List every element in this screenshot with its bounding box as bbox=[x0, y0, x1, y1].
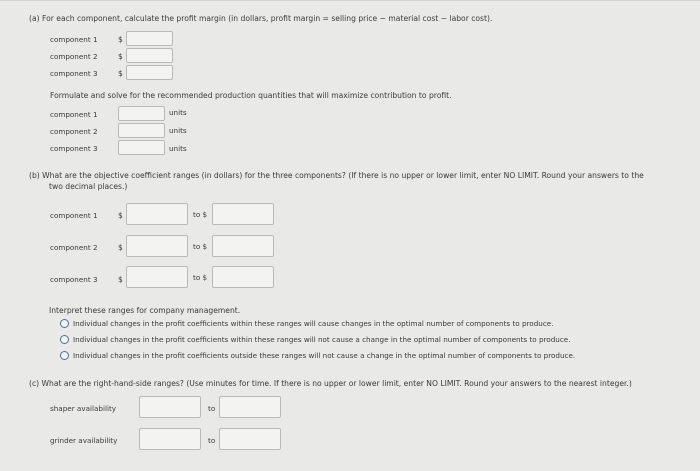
margin-label-2: component 2 bbox=[50, 52, 98, 61]
range-to-3: to $ bbox=[193, 273, 208, 282]
range-upper-input-3[interactable] bbox=[212, 266, 274, 288]
range-lower-input-1[interactable] bbox=[126, 203, 188, 225]
margin-currency-3: $ bbox=[118, 69, 123, 78]
interpret-option-2-label[interactable]: Individual changes in the profit coefficients within these ranges will not cause a change in the optimal number of components to produce. bbox=[73, 335, 571, 344]
margin-currency-2: $ bbox=[118, 52, 123, 61]
qty-label-2: component 2 bbox=[50, 127, 98, 136]
range-to-2: to $ bbox=[193, 242, 208, 251]
margin-currency-1: $ bbox=[118, 35, 123, 44]
rhs-to-grinder: to bbox=[208, 436, 216, 445]
qty-unit-1: units bbox=[169, 108, 187, 117]
margin-input-3[interactable] bbox=[126, 65, 173, 80]
part-a-prompt: (a) For each component, calculate the profit margin (in dollars, profit margin = selling price − material cost − labor cost). bbox=[29, 14, 493, 23]
interpret-option-1-label[interactable]: Individual changes in the profit coefficients within these ranges will cause changes in the optimal number of components to produce. bbox=[73, 319, 554, 328]
part-b-prompt-line1: (b) What are the objective coefficient ranges (in dollars) for the three components? (If there is no upper or lower limit, enter NO LIMIT. Round your answers to the bbox=[29, 171, 644, 180]
range-upper-input-1[interactable] bbox=[212, 203, 274, 225]
range-to-1: to $ bbox=[193, 210, 208, 219]
part-c-prompt: (c) What are the right-hand-side ranges? (Use minutes for time. If there is no upper or lower limit, enter NO LIMIT. Round your answers to the nearest integer.) bbox=[29, 379, 632, 388]
range-label-3: component 3 bbox=[50, 275, 98, 284]
rhs-to-shaper: to bbox=[208, 404, 216, 413]
grinder-lower-input[interactable] bbox=[139, 428, 201, 450]
formulate-prompt: Formulate and solve for the recommended production quantities that will maximize contribution to profit. bbox=[50, 91, 452, 100]
interpret-prompt: Interpret these ranges for company management. bbox=[49, 306, 241, 315]
grinder-upper-input[interactable] bbox=[219, 428, 281, 450]
qty-label-1: component 1 bbox=[50, 110, 98, 119]
qty-unit-2: units bbox=[169, 126, 187, 135]
shaper-upper-input[interactable] bbox=[219, 396, 281, 418]
top-divider bbox=[0, 0, 700, 1]
interpret-option-3-label[interactable]: Individual changes in the profit coefficients outside these ranges will not cause a change in the optimal number of components to produce. bbox=[73, 351, 576, 360]
margin-input-2[interactable] bbox=[126, 48, 173, 63]
margin-label-1: component 1 bbox=[50, 35, 98, 44]
range-currency-1: $ bbox=[118, 211, 123, 220]
qty-label-3: component 3 bbox=[50, 144, 98, 153]
shaper-lower-input[interactable] bbox=[139, 396, 201, 418]
range-lower-input-2[interactable] bbox=[126, 235, 188, 257]
rhs-label-shaper: shaper availability bbox=[50, 404, 117, 413]
range-lower-input-3[interactable] bbox=[126, 266, 188, 288]
rhs-label-grinder: grinder availability bbox=[50, 436, 118, 445]
qty-input-1[interactable] bbox=[118, 106, 165, 121]
qty-input-2[interactable] bbox=[118, 123, 165, 138]
qty-unit-3: units bbox=[169, 144, 187, 153]
margin-label-3: component 3 bbox=[50, 69, 98, 78]
range-currency-2: $ bbox=[118, 243, 123, 252]
range-upper-input-2[interactable] bbox=[212, 235, 274, 257]
range-currency-3: $ bbox=[118, 275, 123, 284]
interpret-option-3-radio[interactable] bbox=[60, 351, 69, 360]
range-label-2: component 2 bbox=[50, 243, 98, 252]
margin-input-1[interactable] bbox=[126, 31, 173, 46]
part-b-prompt-line2: two decimal places.) bbox=[49, 182, 128, 191]
range-label-1: component 1 bbox=[50, 211, 98, 220]
interpret-option-2-radio[interactable] bbox=[60, 335, 69, 344]
interpret-option-1-radio[interactable] bbox=[60, 319, 69, 328]
qty-input-3[interactable] bbox=[118, 140, 165, 155]
